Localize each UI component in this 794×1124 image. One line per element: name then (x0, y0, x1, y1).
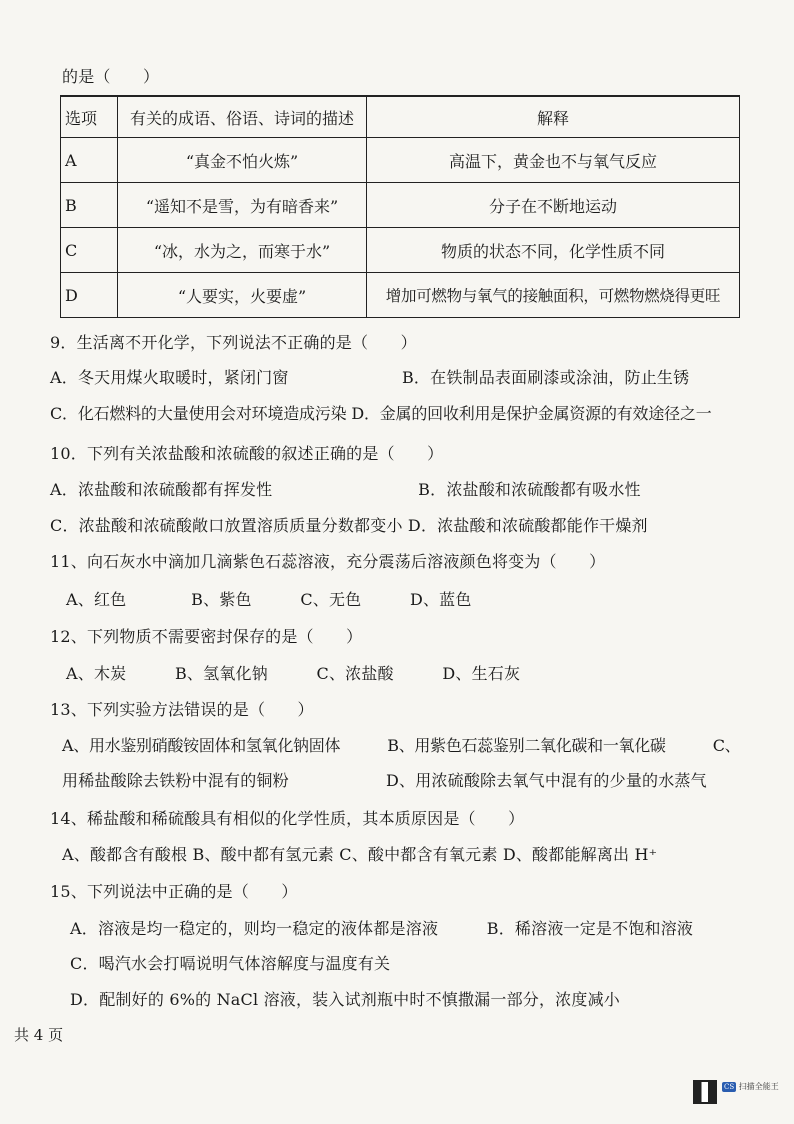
question-10: 10．下列有关浓盐酸和浓硫酸的叙述正确的是（ ） (50, 444, 444, 463)
row-option: D (61, 273, 118, 318)
question-11: 11、向石灰水中滴加几滴紫色石蕊溶液，充分震荡后溶液颜色将变为（ ） (50, 552, 606, 571)
question-13-options-cd: 用稀盐酸除去铁粉中混有的铜粉 D、用浓硫酸除去氧气中混有的少量的水蒸气 (62, 771, 707, 790)
scanner-watermark (722, 1082, 780, 1102)
question-15-option-d: D．配制好的 6%的 NaCl 溶液，装入试剂瓶中时不慎撒漏一部分，浓度减小 (70, 990, 620, 1009)
table-row (61, 138, 740, 183)
row-description: “真金不怕火炼” (118, 138, 367, 183)
question-11-options: A、红色 B、紫色 C、无色 D、蓝色 (66, 590, 472, 609)
question-9: 9．生活离不开化学，下列说法不正确的是（ ） (50, 333, 417, 352)
row-description: “冰，水为之，而寒于水” (118, 228, 367, 273)
question-15-option-c: C．喝汽水会打嗝说明气体溶解度与温度有关 (70, 954, 391, 973)
scanner-logo-icon: CS (724, 1083, 735, 1091)
question-8-tail: 的是（ ） (62, 67, 160, 86)
question-15: 15、下列说法中正确的是（ ） (50, 882, 298, 901)
row-explanation: 增加可燃物与氧气的接触面积，可燃物燃烧得更旺 (367, 273, 740, 318)
question-9-options-ab: A．冬天用煤火取暖时，紧闭门窗 B．在铁制品表面刷漆或涂油，防止生锈 (50, 368, 690, 387)
scanner-name: 扫描全能王 (738, 1082, 779, 1091)
question-15-option-ab: A．溶液是均一稳定的，则均一稳定的液体都是溶液 B．稀溶液一定是不饱和溶液 (70, 919, 694, 938)
question-13: 13、下列实验方法错误的是（ ） (50, 700, 314, 719)
row-explanation: 分子在不断地运动 (367, 183, 740, 228)
question-10-options-cd: C．浓盐酸和浓硫酸敞口放置溶质质量分数都变小 D．浓盐酸和浓硫酸都能作干燥剂 (50, 516, 648, 535)
header-explanation: 解释 (367, 96, 740, 138)
question-12-options: A、木炭 B、氢氧化钠 C、浓盐酸 D、生石灰 (66, 664, 521, 683)
question-9-options-cd: C．化石燃料的大量使用会对环境造成污染 D．金属的回收利用是保护金属资源的有效途径之一 (50, 404, 712, 423)
row-option: A (61, 138, 118, 183)
row-option: B (61, 183, 118, 228)
row-description: “人要实，火要虚” (118, 273, 367, 318)
row-description: “遥知不是雪，为有暗香来” (118, 183, 367, 228)
question-13-options-abc: A、用水鉴别硝酸铵固体和氢氧化钠固体 B、用紫色石蕊鉴别二氧化碳和一氧化碳 C、 (62, 736, 741, 755)
question-14: 14、稀盐酸和稀硫酸具有相似的化学性质，其本质原因是（ ） (50, 809, 525, 828)
table-row (61, 228, 740, 273)
row-explanation: 物质的状态不同，化学性质不同 (367, 228, 740, 273)
row-explanation: 高温下，黄金也不与氧气反应 (367, 138, 740, 183)
header-description: 有关的成语、俗语、诗词的描述 (118, 96, 367, 138)
question-10-options-ab: A．浓盐酸和浓硫酸都有挥发性 B．浓盐酸和浓硫酸都有吸水性 (50, 480, 641, 499)
answer-table (60, 95, 740, 318)
table-header-row (61, 96, 740, 138)
row-option: C (61, 228, 118, 273)
question-14-options: A、酸都含有酸根 B、酸中都有氢元素 C、酸中都含有氧元素 D、酸都能解离出 H⁺ (62, 845, 658, 864)
page-footer: 共 4 页 (14, 1026, 64, 1044)
question-12: 12、下列物质不需要密封保存的是（ ） (50, 627, 363, 646)
table-row (61, 273, 740, 318)
header-option: 选项 (61, 96, 118, 138)
table-row (61, 183, 740, 228)
qr-code-icon (693, 1080, 717, 1104)
